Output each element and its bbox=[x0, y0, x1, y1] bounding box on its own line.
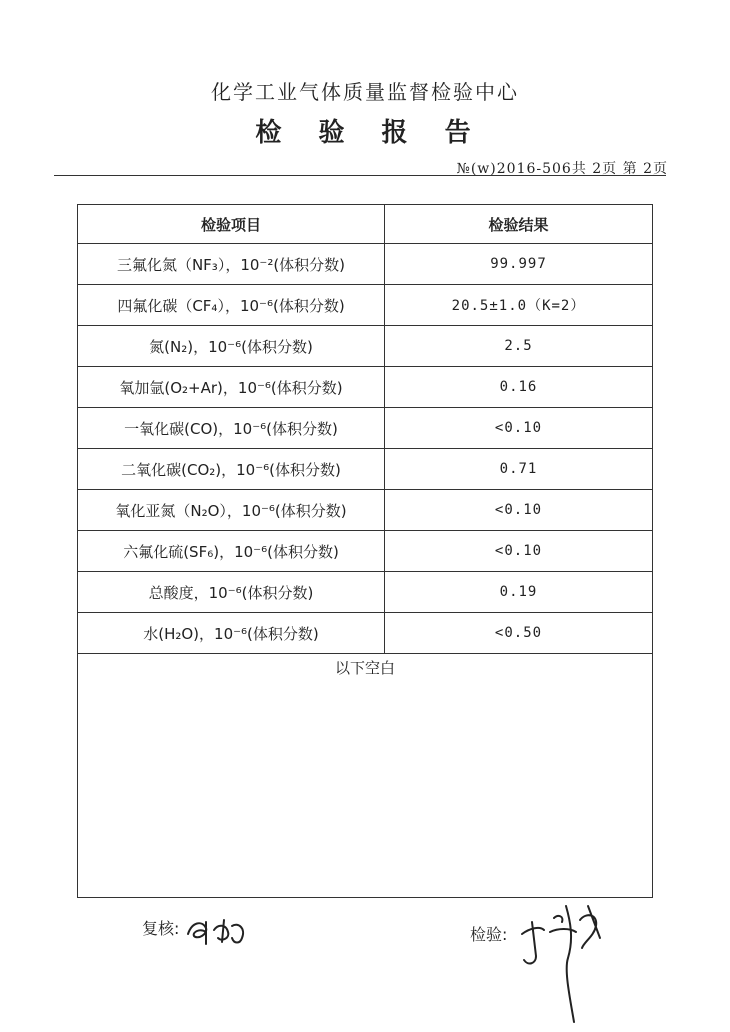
table-row bbox=[78, 244, 652, 285]
reviewer-signature bbox=[184, 908, 254, 950]
row-result: 0.16 bbox=[385, 367, 653, 408]
row-result: <0.10 bbox=[385, 490, 653, 531]
organization-name: 化学工业气体质量监督检验中心 bbox=[211, 80, 519, 104]
table-row bbox=[78, 449, 652, 490]
reviewer-label: 复核: bbox=[142, 919, 180, 938]
row-result: 20.5±1.0（K=2） bbox=[385, 285, 653, 326]
blank-below-note: 以下空白 bbox=[334, 659, 395, 677]
row-item: 四氟化碳（CF₄），10⁻⁶(体积分数) bbox=[78, 285, 385, 326]
table-row bbox=[78, 367, 652, 408]
document-number: №(w)2016-506共 2页 第 2页 bbox=[456, 161, 668, 177]
table-header-row bbox=[78, 205, 652, 244]
row-result: <0.10 bbox=[385, 531, 653, 572]
row-item: 氮(N₂)，10⁻⁶(体积分数) bbox=[78, 326, 385, 367]
header-rule bbox=[54, 175, 666, 176]
row-result: 99.997 bbox=[385, 244, 653, 285]
inspector-label: 检验: bbox=[470, 925, 508, 944]
row-result: 0.19 bbox=[385, 572, 653, 613]
row-item: 二氧化碳(CO₂)，10⁻⁶(体积分数) bbox=[78, 449, 385, 490]
header-item: 检验项目 bbox=[78, 205, 385, 244]
results-table bbox=[78, 205, 652, 654]
report-title: 检 验 报 告 bbox=[255, 118, 485, 148]
table-row bbox=[78, 572, 652, 613]
row-result: <0.10 bbox=[385, 408, 653, 449]
table-row bbox=[78, 531, 652, 572]
row-result: <0.50 bbox=[385, 613, 653, 654]
row-item: 水(H₂O)，10⁻⁶(体积分数) bbox=[78, 613, 385, 654]
row-result: 2.5 bbox=[385, 326, 653, 367]
row-item: 六氟化硫(SF₆)，10⁻⁶(体积分数) bbox=[78, 531, 385, 572]
results-frame bbox=[77, 204, 653, 898]
table-row bbox=[78, 326, 652, 367]
row-item: 三氟化氮（NF₃），10⁻²(体积分数) bbox=[78, 244, 385, 285]
table-row bbox=[78, 285, 652, 326]
table-row bbox=[78, 490, 652, 531]
row-item: 氧加氩(O₂+Ar)，10⁻⁶(体积分数) bbox=[78, 367, 385, 408]
row-item: 总酸度，10⁻⁶(体积分数) bbox=[78, 572, 385, 613]
row-item: 一氧化碳(CO)，10⁻⁶(体积分数) bbox=[78, 408, 385, 449]
row-item: 氧化亚氮（N₂O），10⁻⁶(体积分数) bbox=[78, 490, 385, 531]
table-row bbox=[78, 408, 652, 449]
table-row bbox=[78, 613, 652, 654]
header-result: 检验结果 bbox=[385, 205, 653, 244]
row-result: 0.71 bbox=[385, 449, 653, 490]
inspector-signature bbox=[514, 898, 614, 1026]
